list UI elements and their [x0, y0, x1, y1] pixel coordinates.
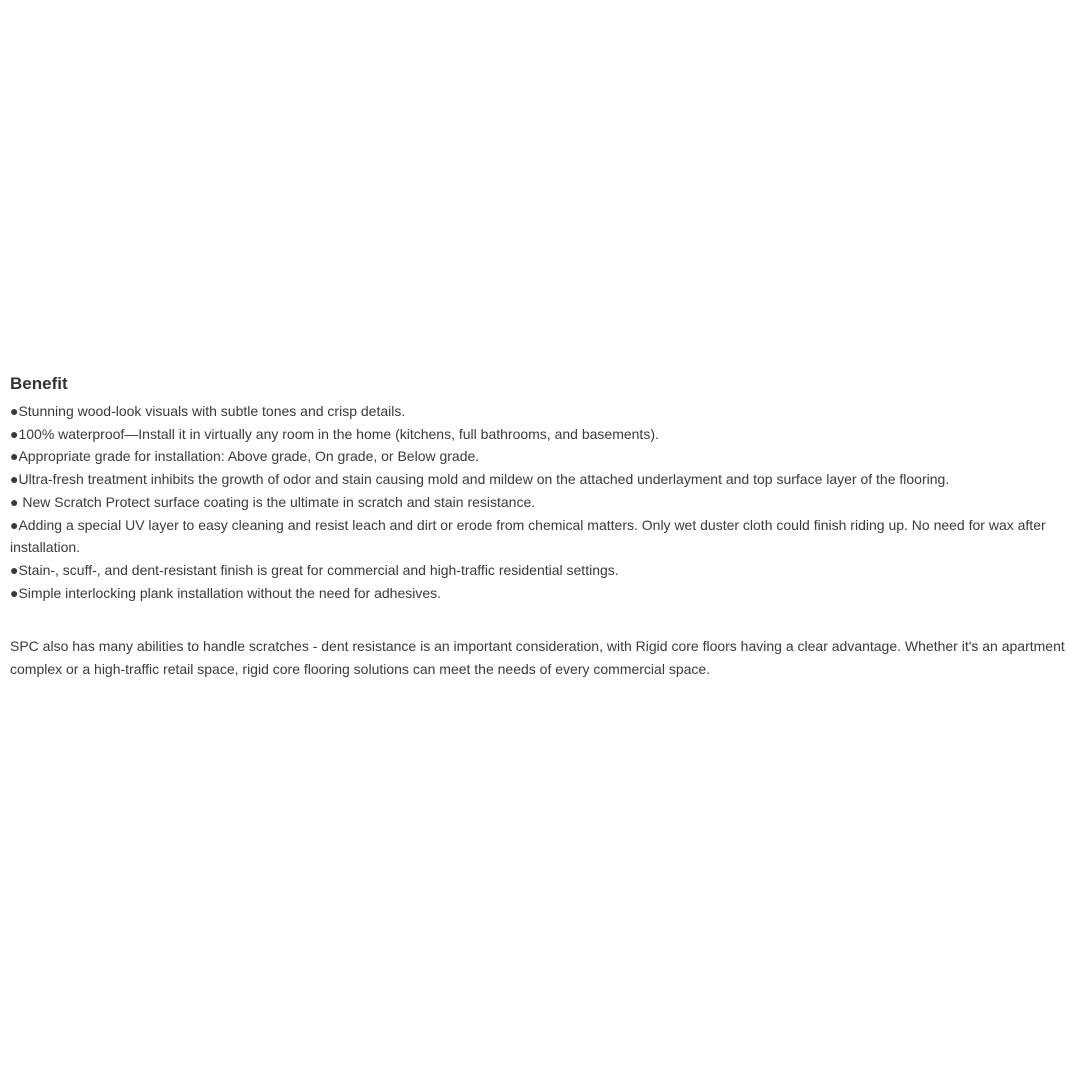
benefit-item: ● New Scratch Protect surface coating is the ultimate in scratch and stain resistance.: [10, 493, 536, 510]
spc-description-paragraph: SPC also has many abilities to handle scratches - dent resistance is an important consideration, with Rigid core floors having a clear advantage. Whether it's an apartment complex or a high-traffic retail space, rigid core flooring solutions can meet the needs of every commercial space.: [10, 638, 1065, 678]
benefit-item: ●100% waterproof—Install it in virtually any room in the home (kitchens, full bathrooms, and basements).: [10, 425, 659, 442]
section-heading: Benefit: [10, 374, 68, 393]
benefit-item: ●Adding a special UV layer to easy cleaning and resist leach and dirt or erode from chemical matters. Only wet duster cloth could finish riding up. No need for wax after installation.: [10, 516, 1046, 556]
benefit-item: ●Stunning wood-look visuals with subtle tones and crisp details.: [10, 403, 406, 419]
cropped-text-fragment: [34, 723, 104, 729]
benefit-item: ●Stain-, scuff-, and dent-resistant finish is great for commercial and high-traffic residential settings.: [10, 561, 619, 578]
benefit-item: ●Ultra-fresh treatment inhibits the growth of odor and stain causing mold and mildew on the attached underlayment and top surface layer of the flooring.: [10, 471, 950, 488]
benefit-list: [10, 400, 1076, 604]
benefit-item: ●Appropriate grade for installation: Above grade, On grade, or Below grade.: [10, 448, 480, 465]
benefit-item: ●Simple interlocking plank installation without the need for adhesives.: [10, 584, 442, 601]
benefit-section: [10, 372, 1076, 681]
